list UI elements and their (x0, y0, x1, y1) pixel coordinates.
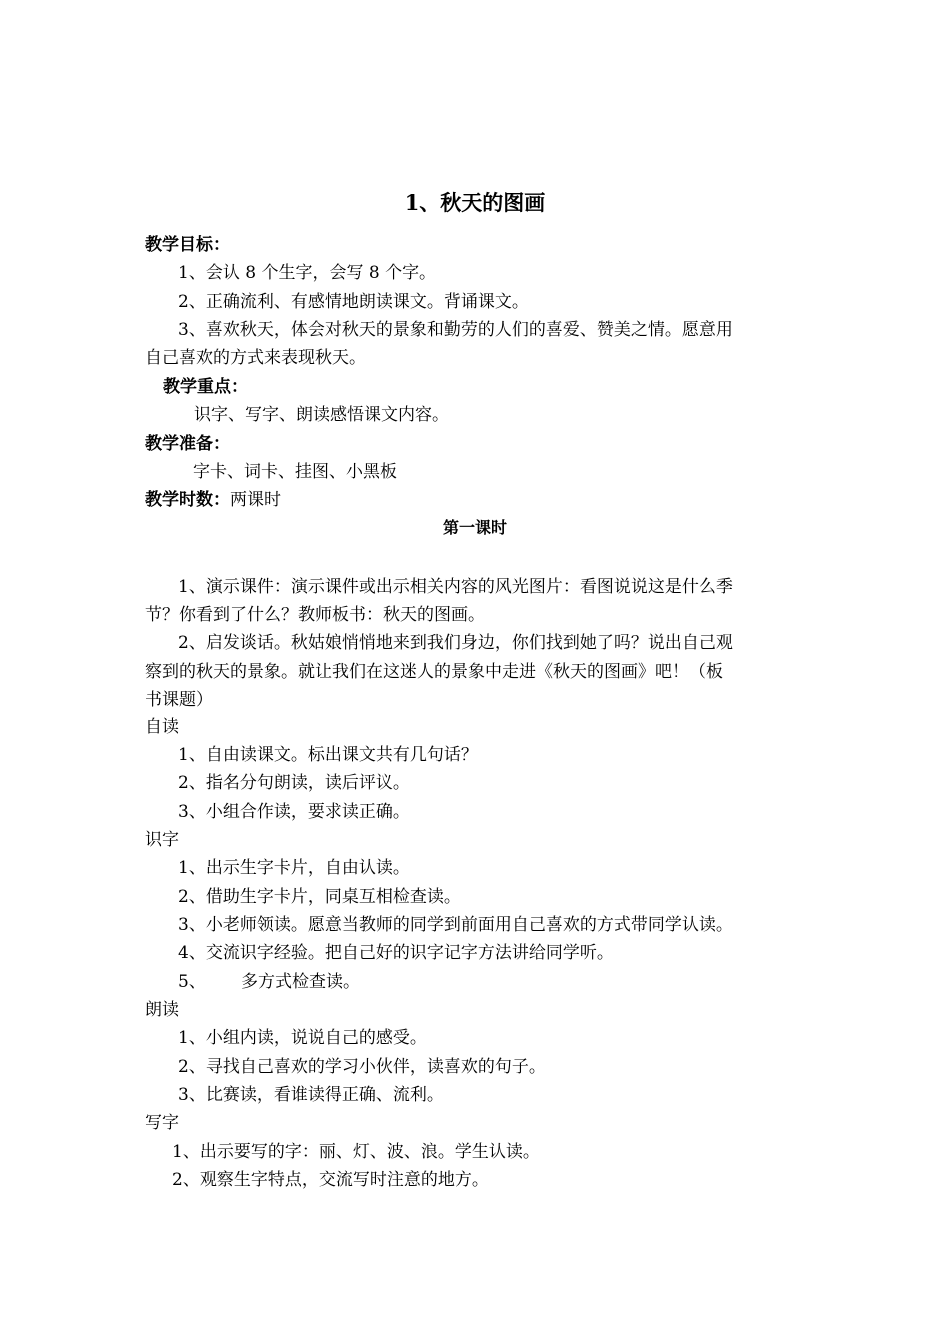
intro-line: 节？你看到了什么？教师板书：秋天的图画。 (145, 605, 485, 625)
list-item-number: 5、 (178, 972, 206, 992)
list-item: 多方式检查读。 (241, 972, 360, 992)
list-item: 3、小老师领读。愿意当教师的同学到前面用自己喜欢的方式带同学认读。 (178, 915, 733, 935)
list-item: 2、借助生字卡片，同桌互相检查读。 (178, 887, 461, 907)
key-points-heading: 教学重点： (163, 377, 248, 397)
objective-item: 1、会认 8 个生字，会写 8 个字。 (178, 263, 437, 283)
preparation-text: 字卡、词卡、挂图、小黑板 (193, 462, 397, 482)
list-item: 1、出示要写的字：丽、灯、波、浪。学生认读。 (172, 1142, 540, 1162)
section-heading-reading-aloud: 朗读 (145, 1000, 179, 1020)
list-item: 3、小组合作读，要求读正确。 (178, 802, 410, 822)
intro-line: 2、启发谈话。秋姑娘悄悄地来到我们身边，你们找到她了吗？说出自己观 (178, 633, 733, 653)
preparation-heading: 教学准备： (145, 434, 230, 454)
objective-item: 3、喜欢秋天，体会对秋天的景象和勤劳的人们的喜爱、赞美之情。愿意用 (178, 320, 733, 340)
list-item: 1、出示生字卡片，自由认读。 (178, 858, 410, 878)
intro-line: 1、演示课件：演示课件或出示相关内容的风光图片：看图说说这是什么季 (178, 577, 733, 597)
section-heading-literacy: 识字 (145, 830, 179, 850)
section-heading-writing: 写字 (145, 1113, 179, 1133)
hours-heading: 教学时数： (145, 490, 230, 510)
document-title: 1、秋天的图画 (404, 190, 546, 215)
list-item: 1、自由读课文。标出课文共有几句话？ (178, 745, 478, 765)
list-item: 2、观察生字特点，交流写时注意的地方。 (172, 1170, 489, 1190)
list-item: 3、比赛读，看谁读得正确、流利。 (178, 1085, 444, 1105)
objectives-heading: 教学目标： (145, 235, 230, 255)
key-points-text: 识字、写字、朗读感悟课文内容。 (194, 405, 449, 425)
intro-line: 书课题） (145, 690, 213, 710)
list-item: 2、寻找自己喜欢的学习小伙伴，读喜欢的句子。 (178, 1057, 546, 1077)
section-heading-self-reading: 自读 (145, 717, 179, 737)
intro-line: 察到的秋天的景象。就让我们在这迷人的景象中走进《秋天的图画》吧！（板 (145, 662, 723, 682)
objective-item: 2、正确流利、有感情地朗读课文。背诵课文。 (178, 292, 529, 312)
list-item: 4、交流识字经验。把自己好的识字记字方法讲给同学听。 (178, 943, 614, 963)
list-item: 2、指名分句朗读，读后评议。 (178, 773, 410, 793)
list-item: 1、小组内读，说说自己的感受。 (178, 1028, 427, 1048)
hours-text: 两课时 (230, 490, 281, 510)
hours-line (145, 490, 281, 510)
lesson-title: 第一课时 (442, 518, 507, 537)
objective-item: 自己喜欢的方式来表现秋天。 (145, 348, 366, 368)
